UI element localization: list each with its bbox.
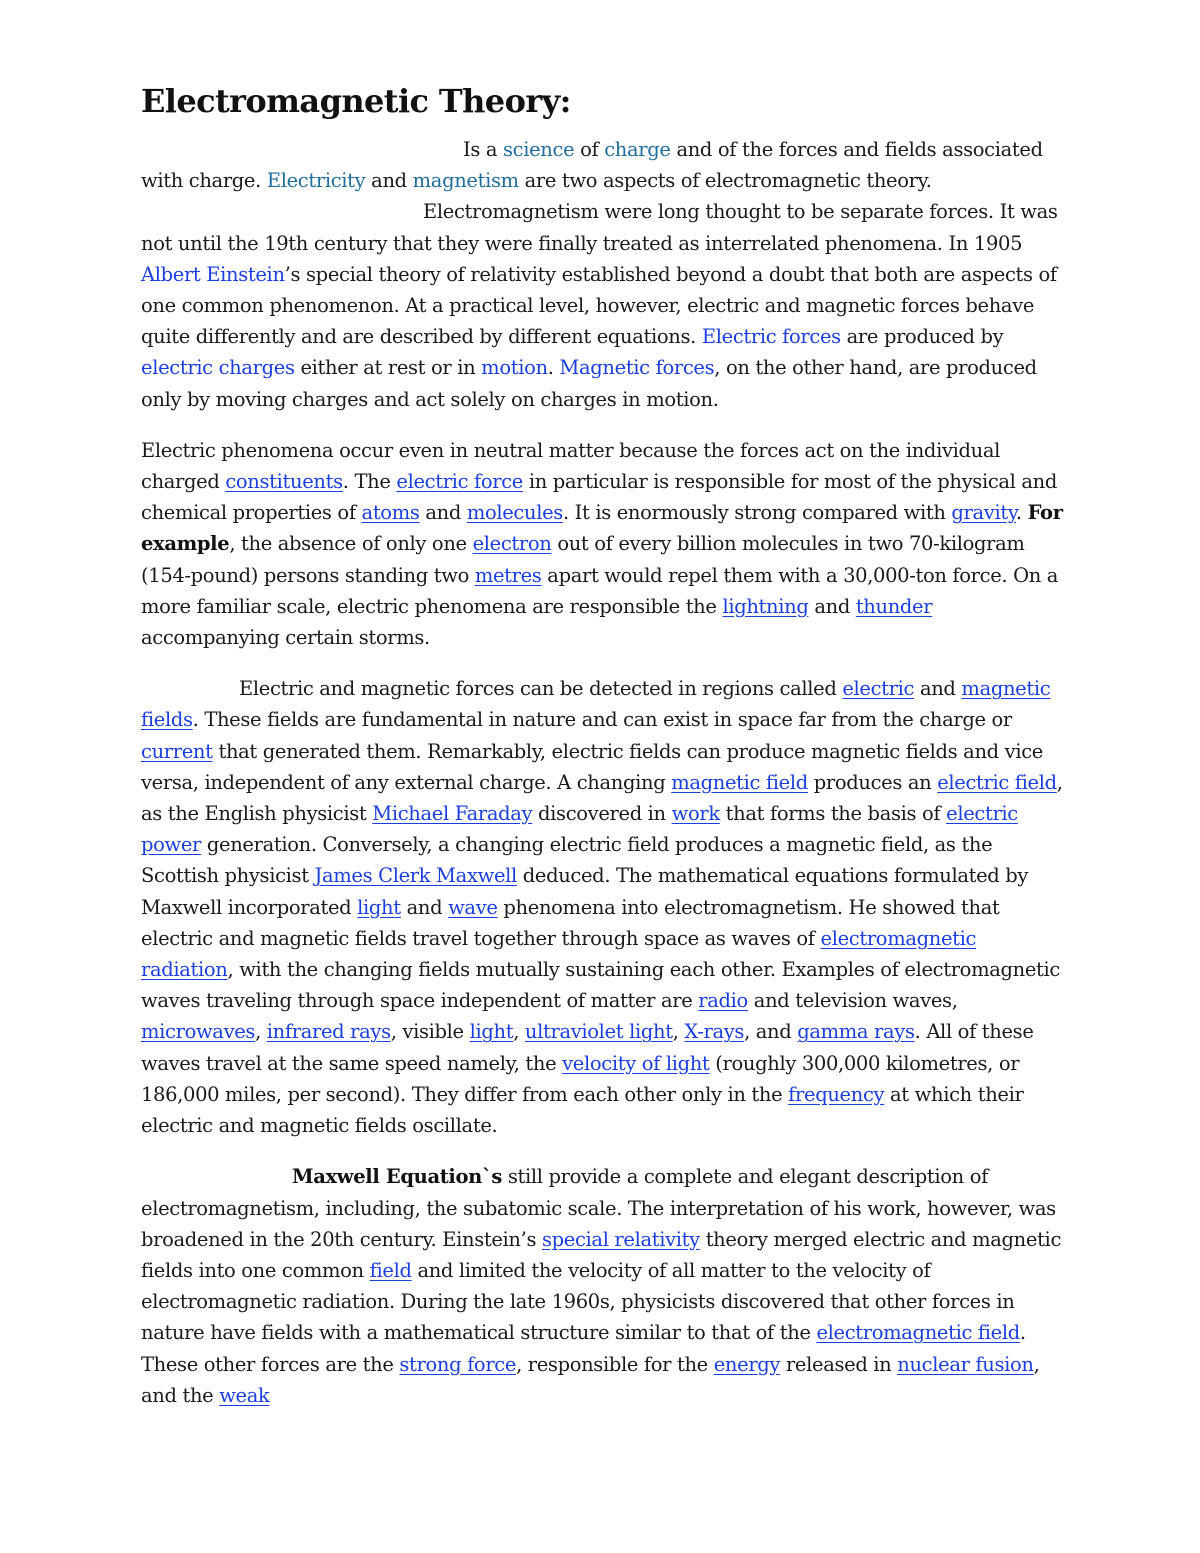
link-constituents[interactable]: constituents	[225, 470, 343, 494]
link-infrared-rays[interactable]: infrared rays	[266, 1020, 391, 1044]
link-magnetic-fields[interactable]: magnetic fields	[141, 677, 1051, 732]
link-albert-einstein[interactable]: Albert Einstein	[141, 262, 285, 286]
paragraph-intro: Is a science of charge and of the forces and fields associated with charge. Electricity and magnetism are two aspects of electromagnetic theory. Electromagnetism were long thought to be separate forces. It was not until the 19th century that they were finally treated as interrelated phenomena. In 1905 Albert Einstein’s special theory of relativity established beyond a doubt that both are aspects of one common phenomenon. At a practical level, however, electric and magnetic forces behave quite differently and are described by different equations. Electric forces are produced by electric charges either at rest or in motion. Magnetic forces, on the other hand, are produced only by moving charges and act solely on charges in motion.	[141, 138, 1058, 411]
link-frequency[interactable]: frequency	[788, 1082, 885, 1106]
link-field[interactable]: field	[369, 1258, 412, 1282]
link-magnetism[interactable]: magnetism	[412, 169, 519, 193]
paragraph-electric-phenomena: Electric phenomena occur even in neutral matter because the forces act on the individual charged constituents. The electric force in particular is responsible for most of the physical and chemical properties of atoms and molecules. It is enormously strong compared with gravity. For example, the absence of only one electron out of every billion molecules in two 70-kilogram (154-pound) persons standing two metres apart would repel them with a 30,000-ton force. On a more familiar scale, electric phenomena are responsible the lightning and thunder accompanying certain storms.	[141, 438, 1063, 650]
link-electric-force[interactable]: electric force	[396, 470, 523, 494]
link-energy[interactable]: energy	[713, 1352, 781, 1376]
link-strong-force[interactable]: strong force	[399, 1352, 517, 1376]
link-weak[interactable]: weak	[219, 1383, 270, 1407]
link-current[interactable]: current	[141, 739, 213, 763]
link-magnetic-field[interactable]: magnetic field	[671, 770, 808, 794]
link-gravity[interactable]: gravity	[951, 501, 1016, 525]
link-electric-charges[interactable]: electric charges	[141, 356, 295, 380]
link-michael-faraday[interactable]: Michael Faraday	[372, 802, 533, 826]
link-electron[interactable]: electron	[472, 532, 552, 556]
link-x-rays[interactable]: X-rays	[684, 1020, 745, 1044]
link-special-relativity[interactable]: special relativity	[541, 1227, 700, 1251]
link-molecules[interactable]: molecules	[466, 501, 563, 525]
link-wave[interactable]: wave	[448, 895, 498, 919]
link-electric-power[interactable]: electric power	[141, 802, 1018, 857]
link-metres[interactable]: metres	[474, 563, 542, 587]
link-electric[interactable]: electric	[842, 677, 915, 701]
link-radio[interactable]: radio	[698, 989, 748, 1013]
link-electric-forces[interactable]: Electric forces	[701, 325, 841, 349]
link-charge[interactable]: charge	[604, 138, 671, 161]
link-magnetic-forces[interactable]: Magnetic forces	[559, 356, 715, 380]
link-lightning[interactable]: lightning	[722, 594, 809, 618]
paragraph-fields: Electric and magnetic forces can be detected in regions called electric and magnetic fields. These fields are fundamental in nature and can exist in space far from the charge or current that generated them. Remarkably, electric fields can produce magnetic fields and vice versa, independent of any external charge. A changing magnetic field produces an electric field, as the English physicist Michael Faraday discovered in work that forms the basis of electric power generation. Conversely, a changing electric field produces a magnetic field, as the Scottish physicist James Clerk Maxwell deduced. The mathematical equations formulated by Maxwell incorporated light and wave phenomena into electromagnetism. He showed that electric and magnetic fields travel together through space as waves of electromagnetic radiation, with the changing fields mutually sustaining each other. Examples of electromagnetic waves traveling through space independent of matter are radio and television waves, microwaves, infrared rays, visible light, ultraviolet light, X-rays, and gamma rays. All of these waves travel at the same speed namely, the velocity of light (roughly 300,000 kilometres, or 186,000 miles, per second). They differ from each other only in the frequency at which their electric and magnetic fields oscillate.	[141, 677, 1063, 1138]
link-microwaves[interactable]: microwaves	[141, 1020, 256, 1044]
link-electromagnetic-radiation[interactable]: electromagnetic radiation	[141, 926, 977, 982]
link-ultraviolet-light[interactable]: ultraviolet light	[524, 1020, 673, 1044]
link-science[interactable]: science	[502, 138, 575, 161]
link-work[interactable]: work	[671, 802, 720, 826]
document-body	[141, 82, 1063, 1431]
link-james-clerk-maxwell[interactable]: James Clerk Maxwell	[314, 864, 517, 888]
page-title: Electromagnetic Theory:	[141, 82, 571, 120]
link-velocity-of-light[interactable]: velocity of light	[562, 1051, 710, 1075]
link-electricity[interactable]: Electricity	[266, 169, 366, 193]
paragraph-maxwell-equations: Maxwell Equation`s still provide a complete and elegant description of electromagnetism, including, the subatomic scale. The interpretation of his work, however, was broadened in the 20th century. Einstein’s special relativity theory merged electric and magnetic fields into one common field and limited the velocity of all matter to the velocity of electromagnetic radiation. During the late 1960s, physicists discovered that other forces in nature have fields with a mathematical structure similar to that of the electromagnetic field. These other forces are the strong force, responsible for the energy released in nuclear fusion, and the weak	[141, 1165, 1062, 1407]
link-motion[interactable]: motion	[481, 356, 548, 380]
link-visible-light[interactable]: light	[469, 1020, 514, 1044]
link-light[interactable]: light	[357, 895, 401, 919]
link-electromagnetic-field[interactable]: electromagnetic field	[816, 1321, 1020, 1345]
link-atoms[interactable]: atoms	[361, 501, 420, 525]
link-nuclear-fusion[interactable]: nuclear fusion	[897, 1352, 1034, 1376]
bold-maxwell-equations: Maxwell Equation`s	[292, 1165, 502, 1189]
bold-for-example: For example	[141, 501, 1063, 556]
link-gamma-rays[interactable]: gamma rays	[797, 1020, 915, 1044]
link-thunder[interactable]: thunder	[855, 594, 933, 618]
link-electric-field[interactable]: electric field	[937, 770, 1057, 794]
